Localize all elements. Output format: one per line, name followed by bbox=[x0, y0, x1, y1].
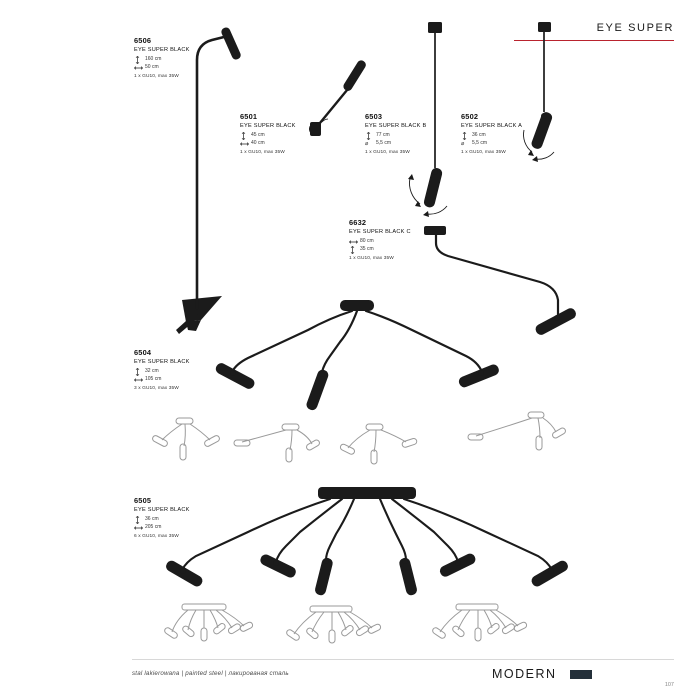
dimension-row bbox=[349, 246, 411, 254]
dimension-value: 77 cm bbox=[376, 132, 390, 139]
product-name: EYE SUPER BLACK C bbox=[349, 229, 411, 235]
product-code: 6503 bbox=[365, 112, 383, 121]
lamp-spec: 3 x GU10, max 35W bbox=[134, 385, 179, 391]
dimension-row bbox=[134, 516, 190, 524]
height-icon bbox=[461, 132, 469, 140]
lamp-spec: 1 x GU10, max 35W bbox=[134, 73, 179, 79]
height-icon bbox=[134, 516, 142, 524]
product-name: EYE SUPER BLACK bbox=[134, 507, 190, 513]
dimension-value: 45 cm bbox=[251, 132, 265, 139]
lamp-spec: 1 x GU10, max 35W bbox=[240, 149, 285, 155]
height-icon bbox=[134, 56, 142, 64]
dimension-list bbox=[134, 368, 190, 384]
product-name: EYE SUPER BLACK A bbox=[461, 123, 523, 129]
dimension-row bbox=[134, 376, 190, 384]
dimension-row bbox=[240, 132, 296, 140]
width-icon bbox=[134, 377, 142, 383]
product-name: EYE SUPER BLACK bbox=[134, 359, 190, 365]
dimension-row bbox=[461, 132, 522, 140]
dimension-value: 40 cm bbox=[251, 140, 265, 146]
spec-block-6505 bbox=[134, 496, 190, 539]
dimension-row bbox=[461, 140, 522, 148]
illustration-6504-variants bbox=[152, 412, 567, 464]
spec-block-6501 bbox=[240, 112, 296, 155]
footer-divider bbox=[132, 659, 674, 660]
materials-note: stal lakierowana | painted steel | лакированая сталь bbox=[132, 670, 289, 677]
dimension-value: 32 cm bbox=[145, 368, 159, 375]
illustration-6501 bbox=[309, 59, 367, 136]
spec-block-6503 bbox=[365, 112, 426, 155]
spec-block-6504 bbox=[134, 348, 190, 391]
illustration-6632 bbox=[424, 226, 578, 337]
lamp-spec: 1 x GU10, max 35W bbox=[461, 150, 506, 156]
width-icon bbox=[240, 141, 248, 147]
dimension-value: 80 cm bbox=[360, 238, 374, 244]
dimension-list bbox=[349, 238, 411, 254]
product-code: 6502 bbox=[461, 112, 479, 121]
dimension-row bbox=[134, 368, 190, 376]
illustration-6502 bbox=[524, 22, 554, 162]
page-number: 107 bbox=[664, 682, 674, 688]
spec-block-6502 bbox=[461, 112, 522, 155]
dimension-value: 5,5 cm bbox=[376, 140, 392, 147]
dimension-list bbox=[365, 132, 426, 148]
width-icon bbox=[349, 239, 357, 245]
illustration-6505-variants bbox=[164, 604, 528, 643]
dimension-list bbox=[134, 56, 190, 72]
dimension-list bbox=[240, 132, 296, 148]
illustration-6504 bbox=[214, 300, 500, 412]
product-code: 6505 bbox=[134, 496, 152, 505]
dimension-value: 5,5 cm bbox=[472, 140, 488, 147]
lamp-spec: 6 x GU10, max 35W bbox=[134, 533, 179, 539]
diameter-icon: ⌀ bbox=[365, 141, 369, 147]
width-icon bbox=[134, 525, 142, 531]
width-icon bbox=[134, 65, 142, 71]
diameter-icon: ⌀ bbox=[461, 141, 465, 147]
product-name: EYE SUPER BLACK B bbox=[365, 123, 427, 129]
illustration-6505 bbox=[164, 487, 570, 596]
product-code: 6501 bbox=[240, 112, 258, 121]
lamp-spec: 1 x GU10, max 35W bbox=[349, 255, 394, 261]
dimension-value: 50 cm bbox=[145, 64, 159, 70]
dimension-value: 36 cm bbox=[145, 516, 159, 523]
dimension-row bbox=[365, 140, 426, 148]
spec-block-6506 bbox=[134, 36, 190, 79]
dimension-row bbox=[240, 140, 296, 148]
dimension-value: 160 cm bbox=[145, 56, 162, 63]
dimension-list bbox=[134, 516, 190, 532]
height-icon bbox=[240, 132, 248, 140]
dimension-value: 205 cm bbox=[145, 524, 162, 530]
dimension-value: 35 cm bbox=[360, 245, 374, 252]
color-swatch bbox=[570, 670, 592, 679]
height-icon bbox=[349, 246, 357, 254]
dimension-value: 36 cm bbox=[472, 132, 486, 139]
product-code: 6506 bbox=[134, 36, 152, 45]
dimension-value: 105 cm bbox=[145, 376, 162, 382]
dimension-row bbox=[134, 64, 190, 72]
product-code: 6504 bbox=[134, 348, 152, 357]
product-name: EYE SUPER BLACK bbox=[240, 123, 296, 129]
lamp-spec: 1 x GU10, max 35W bbox=[365, 150, 410, 156]
brand-name: MODERN bbox=[492, 667, 557, 681]
height-icon bbox=[134, 368, 142, 376]
page-title: EYE SUPER bbox=[596, 22, 674, 34]
dimension-row bbox=[134, 524, 190, 532]
product-name: EYE SUPER BLACK bbox=[134, 47, 190, 53]
dimension-row bbox=[365, 132, 426, 140]
spec-block-6632 bbox=[349, 218, 411, 261]
dimension-row bbox=[134, 56, 190, 64]
product-code: 6632 bbox=[349, 218, 367, 227]
dimension-row bbox=[349, 238, 411, 246]
height-icon bbox=[365, 132, 373, 140]
dimension-list bbox=[461, 132, 522, 148]
